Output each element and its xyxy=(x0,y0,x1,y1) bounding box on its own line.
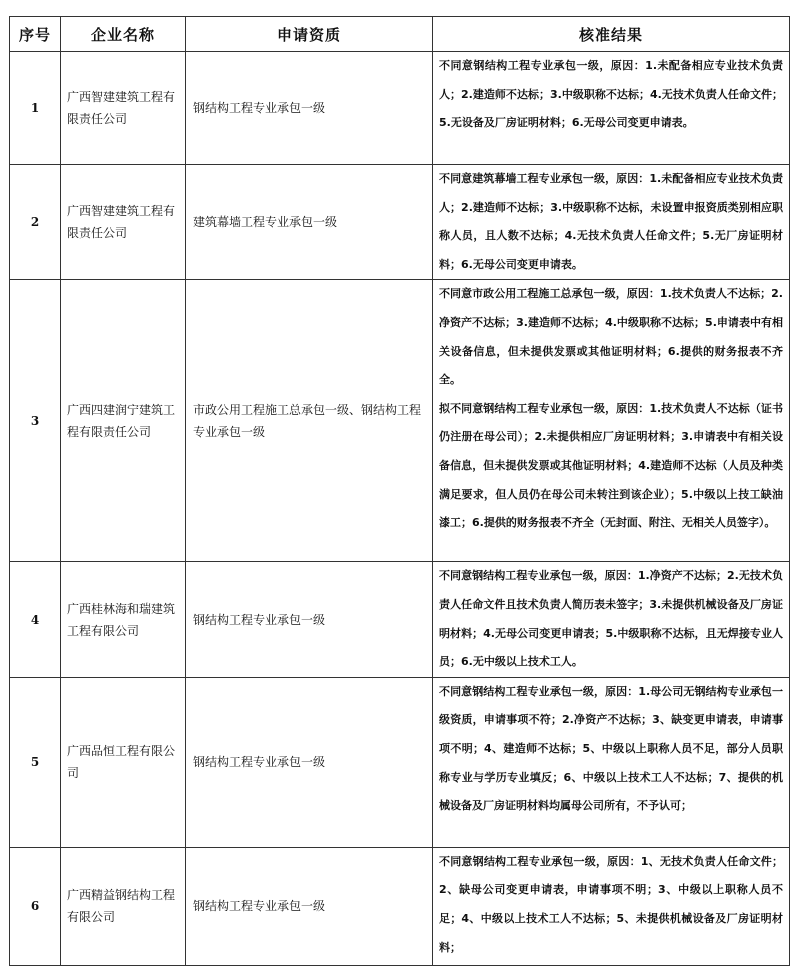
company-name: 广西桂林海和瑞建筑工程有限公司 xyxy=(61,562,186,677)
row-number: 1 xyxy=(10,52,61,165)
row-number: 2 xyxy=(10,165,61,280)
approval-result xyxy=(433,280,790,562)
approval-result xyxy=(433,847,790,965)
header-qualification: 申请资质 xyxy=(186,17,433,52)
table-row xyxy=(10,847,790,965)
company-name: 广西四建润宁建筑工程有限责任公司 xyxy=(61,280,186,562)
table-header-row xyxy=(10,17,790,52)
company-name: 广西智建建筑工程有限责任公司 xyxy=(61,165,186,280)
row-number: 5 xyxy=(10,677,61,847)
approval-result xyxy=(433,52,790,165)
result-paragraph: 不同意钢结构工程专业承包一级，原因：1.母公司无钢结构专业承包一级资质，申请事项不符；2.净资产不达标；3、缺变更申请表，申请事项不明；4、建造师不达标；5、中级以上职称人员不足，部分人员职称专业与学历专业填反；6、中级以上技术工人不达标；7、提供的机械设备及厂房证明材料均属母公司所有，不予认可； xyxy=(439,684,783,813)
table-row xyxy=(10,52,790,165)
result-paragraph: 拟不同意钢结构工程专业承包一级，原因：1.技术负责人不达标（证书仍注册在母公司）；2.未提供相应厂房证明材料；3.申请表中有相关设备信息，但未提供发票或其他证明材料；4.建造师不达标（人员及种类满足要求，但人员仍在母公司未转注到该企业）；5.中级以上技工缺油漆工；6.提供的财务报表不齐全（无封面、附注、无相关人员签字）。 xyxy=(439,401,783,530)
company-name: 广西精益钢结构工程有限公司 xyxy=(61,847,186,965)
table-row xyxy=(10,165,790,280)
approval-result xyxy=(433,562,790,677)
approval-results-table xyxy=(9,16,790,966)
table-row xyxy=(10,280,790,562)
result-paragraph: 不同意钢结构工程专业承包一级，原因：1.净资产不达标；2.无技术负责人任命文件且技术负责人简历表未签字；3.未提供机械设备及厂房证明材料；4.无母公司变更申请表；5.中级职称不达标，且无焊接专业人员；6.无中级以上技术工人。 xyxy=(439,569,783,669)
company-name: 广西智建建筑工程有限责任公司 xyxy=(61,52,186,165)
approval-result xyxy=(433,165,790,280)
applied-qualification: 钢结构工程专业承包一级 xyxy=(186,562,433,677)
approval-result xyxy=(433,677,790,847)
applied-qualification: 钢结构工程专业承包一级 xyxy=(186,847,433,965)
row-number: 4 xyxy=(10,562,61,677)
table-row xyxy=(10,562,790,677)
company-name: 广西品恒工程有限公司 xyxy=(61,677,186,847)
applied-qualification: 钢结构工程专业承包一级 xyxy=(186,677,433,847)
row-number: 6 xyxy=(10,847,61,965)
result-paragraph: 不同意市政公用工程施工总承包一级，原因：1.技术负责人不达标；2.净资产不达标；3.建造师不达标；4.中级职称不达标；5.申请表中有相关设备信息，但未提供发票或其他证明材料；6.提供的财务报表不齐全。 xyxy=(439,287,783,387)
row-number: 3 xyxy=(10,280,61,562)
applied-qualification: 建筑幕墙工程专业承包一级 xyxy=(186,165,433,280)
applied-qualification: 市政公用工程施工总承包一级、钢结构工程专业承包一级 xyxy=(186,280,433,562)
result-paragraph: 不同意钢结构工程专业承包一级，原因：1、无技术负责人任命文件；2、缺母公司变更申请表，申请事项不明；3、中级以上职称人员不足；4、中级以上技术工人不达标；5、未提供机械设备及厂房证明材料； xyxy=(439,854,783,954)
header-result: 核准结果 xyxy=(433,17,790,52)
table-row xyxy=(10,677,790,847)
result-paragraph: 不同意建筑幕墙工程专业承包一级，原因：1.未配备相应专业技术负责人；2.建造师不达标；3.中级职称不达标，未设置申报资质类别相应职称人员，且人数不达标；4.无技术负责人任命文件；5.无厂房证明材料；6.无母公司变更申请表。 xyxy=(439,172,783,271)
result-paragraph: 不同意钢结构工程专业承包一级，原因：1.未配备相应专业技术负责人；2.建造师不达标；3.中级职称不达标；4.无技术负责人任命文件；5.无设备及厂房证明材料；6.无母公司变更申请表。 xyxy=(439,59,783,130)
applied-qualification: 钢结构工程专业承包一级 xyxy=(186,52,433,165)
header-no: 序号 xyxy=(10,17,61,52)
header-company: 企业名称 xyxy=(61,17,186,52)
